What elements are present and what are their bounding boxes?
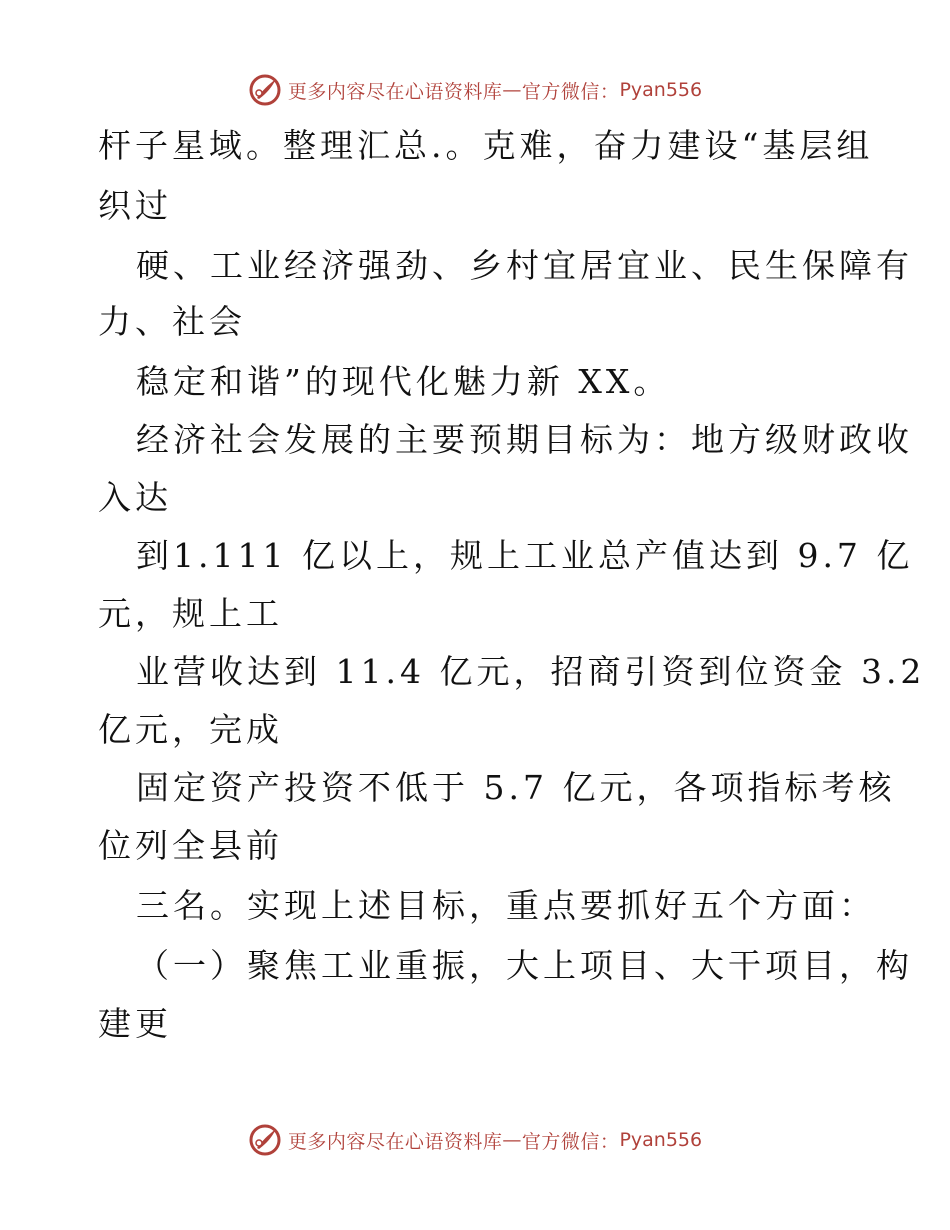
body-line: 织过: [98, 186, 172, 225]
body-line: 固定资产投资不低于 5.7 亿元，各项指标考核: [136, 768, 896, 807]
body-line: 建更: [98, 1004, 172, 1043]
body-line: 业营收达到 11.4 亿元，招商引资到位资金 3.2: [136, 652, 926, 691]
body-line: 稳定和谐”的现代化魅力新 XX。: [136, 362, 671, 401]
watermark-wechat-id: Pyan556: [619, 1129, 703, 1151]
body-line: 三名。实现上述目标，重点要抓好五个方面：: [136, 886, 876, 925]
footer-watermark-banner: [0, 1120, 950, 1160]
body-line: 力、社会: [98, 302, 246, 341]
watermark-wechat-id: Pyan556: [619, 79, 703, 101]
body-line: 到1.111 亿以上，规上工业总产值达到 9.7 亿: [136, 536, 914, 575]
header-watermark-banner: [0, 70, 950, 110]
watermark-wechat-label: 官方微信：: [521, 80, 620, 103]
red-quill-logo-icon: [248, 73, 282, 107]
watermark-site-text: 更多内容尽在心语资料库: [287, 1130, 503, 1153]
body-line: 硬、工业经济强劲、乡村宜居宜业、民生保障有: [136, 246, 913, 285]
body-line: 入达: [98, 478, 172, 517]
body-line: 亿元，完成: [98, 710, 283, 749]
watermark-separator: —: [502, 1129, 522, 1151]
body-line: 经济社会发展的主要预期目标为：地方级财政收: [136, 420, 913, 459]
watermark-separator: —: [502, 79, 522, 101]
body-line: 位列全县前: [98, 826, 283, 865]
body-line: 杆子星域。整理汇总.。克难，奋力建设“基层组: [98, 126, 874, 165]
body-line: 元，规上工: [98, 594, 283, 633]
red-quill-logo-icon: [248, 1123, 282, 1157]
watermark-wechat-label: 官方微信：: [521, 1130, 620, 1153]
body-line: （一）聚焦工业重振，大上项目、大干项目，构: [136, 946, 913, 985]
watermark-site-text: 更多内容尽在心语资料库: [287, 80, 503, 103]
